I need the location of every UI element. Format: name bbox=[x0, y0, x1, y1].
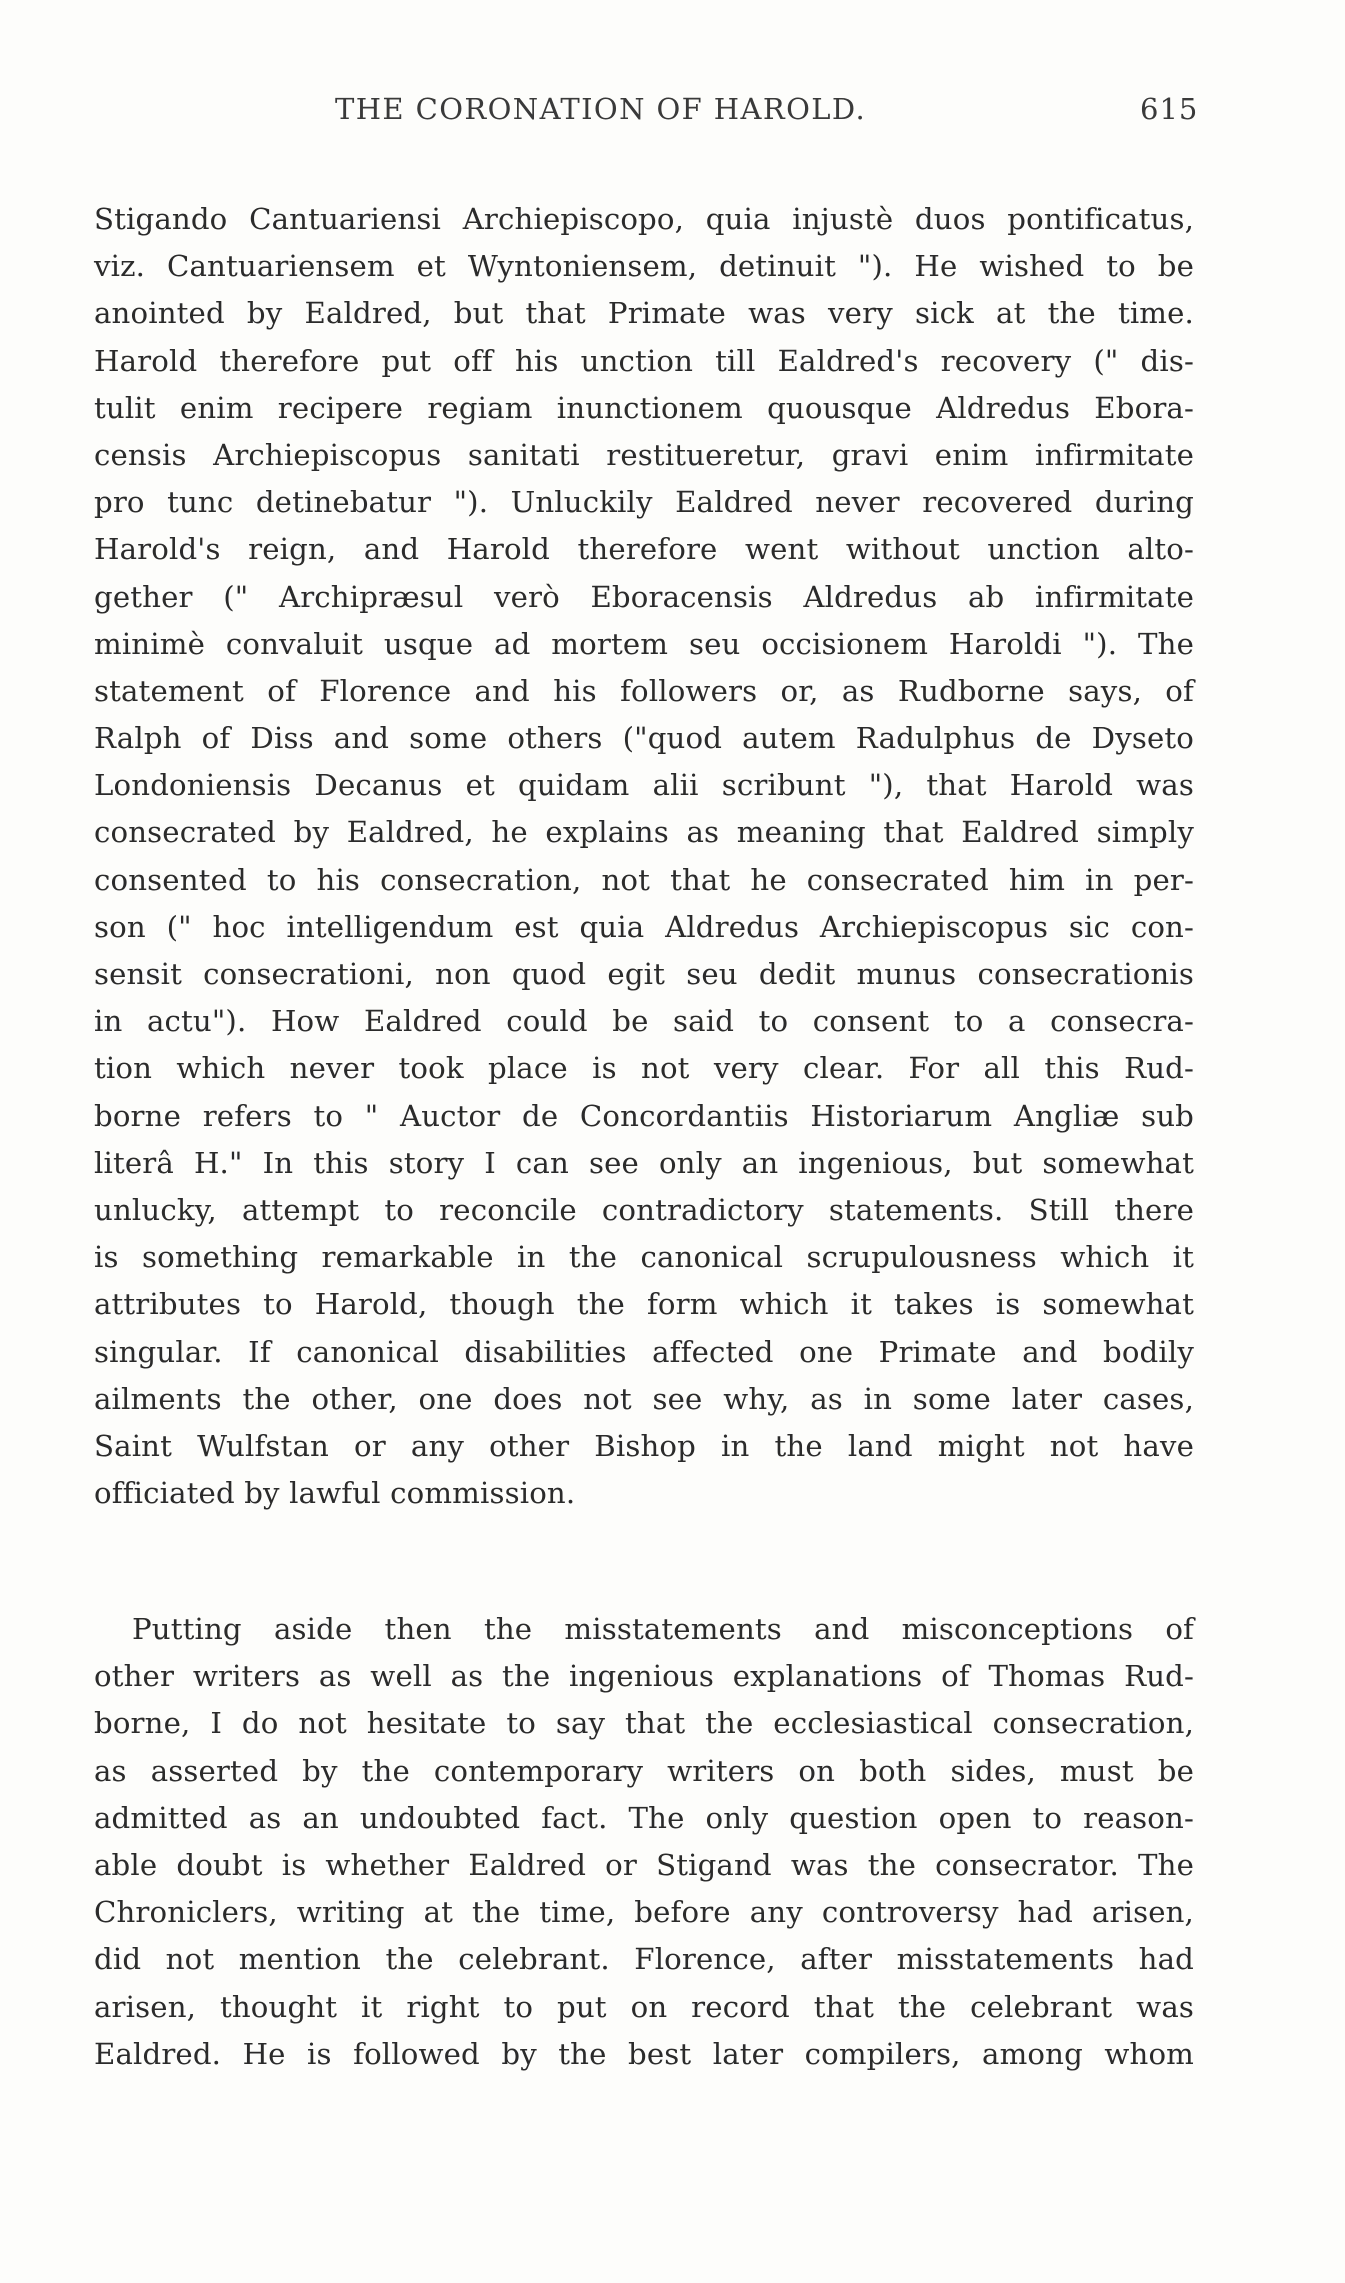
text-line: minimè convaluit usque ad mortem seu occisionem Haroldi "). The bbox=[94, 626, 1194, 661]
text-line: admitted as an undoubted fact. The only question open to reason- bbox=[94, 1800, 1194, 1835]
text-line: son (" hoc intelligendum est quia Aldredus Archiepiscopus sic con- bbox=[94, 909, 1194, 944]
text-line: Saint Wulfstan or any other Bishop in the land might not have bbox=[94, 1428, 1194, 1463]
text-line: other writers as well as the ingenious explanations of Thomas Rud- bbox=[94, 1659, 1194, 1694]
text-line: in actu"). How Ealdred could be said to consent to a consecra- bbox=[94, 1004, 1194, 1039]
text-line: borne refers to " Auctor de Concordantiis Historiarum Angliæ sub bbox=[94, 1098, 1194, 1133]
page-header bbox=[0, 92, 1345, 132]
text-line: Putting aside then the misstatements and misconceptions of bbox=[132, 1612, 1194, 1646]
text-line: Harold's reign, and Harold therefore went without unction alto- bbox=[94, 532, 1194, 567]
text-line: consented to his consecration, not that he consecrated him in per- bbox=[94, 862, 1194, 897]
text-line: sensit consecrationi, non quod egit seu dedit munus consecrationis bbox=[94, 957, 1194, 991]
text-line: as asserted by the contemporary writers on both sides, must be bbox=[94, 1753, 1194, 1788]
text-line: Stigando Cantuariensi Archiepiscopo, quia injustè duos pontificatus, bbox=[94, 202, 1194, 236]
text-line: statement of Florence and his followers or, as Rudborne says, of bbox=[94, 673, 1194, 708]
text-line: tion which never took place is not very clear. For all this Rud- bbox=[94, 1051, 1194, 1086]
text-line: able doubt is whether Ealdred or Stigand was the consecrator. The bbox=[94, 1847, 1194, 1882]
paragraph-1 bbox=[94, 196, 1194, 1517]
text-line: tulit enim recipere regiam inunctionem quousque Aldredus Ebora- bbox=[94, 390, 1194, 425]
text-line: censis Archiepiscopus sanitati restitueretur, gravi enim infirmitate bbox=[94, 437, 1194, 472]
text-line: gether (" Archipræsul verò Eboracensis Aldredus ab infirmitate bbox=[94, 579, 1194, 614]
text-line: pro tunc detinebatur "). Unluckily Ealdred never recovered during bbox=[94, 485, 1194, 520]
text-line: Ealdred. He is followed by the best later compilers, among whom bbox=[94, 2036, 1194, 2071]
page-number: 615 bbox=[1140, 92, 1199, 126]
text-line: attributes to Harold, though the form which it takes is somewhat bbox=[94, 1287, 1194, 1322]
text-line: Ralph of Diss and some others ("quod autem Radulphus de Dyseto bbox=[94, 721, 1194, 756]
paragraph-2 bbox=[94, 1606, 1194, 2078]
text-line: anointed by Ealdred, but that Primate was very sick at the time. bbox=[94, 296, 1194, 331]
text-line: literâ H." In this story I can see only an ingenious, but somewhat bbox=[94, 1145, 1194, 1180]
text-line: arisen, thought it right to put on record that the celebrant was bbox=[94, 1989, 1194, 2024]
text-line: did not mention the celebrant. Florence, after misstatements had bbox=[94, 1942, 1194, 1977]
running-head: THE CORONATION OF HAROLD. bbox=[335, 92, 867, 126]
text-line: Harold therefore put off his unction till Ealdred's recovery (" dis- bbox=[94, 343, 1194, 378]
text-line: consecrated by Ealdred, he explains as meaning that Ealdred simply bbox=[94, 815, 1194, 850]
text-line: officiated by lawful commission. bbox=[94, 1476, 576, 1511]
text-line: viz. Cantuariensem et Wyntoniensem, detinuit "). He wished to be bbox=[94, 249, 1194, 284]
text-line: is something remarkable in the canonical scrupulousness which it bbox=[94, 1240, 1194, 1275]
text-line: Chroniclers, writing at the time, before any controversy had arisen, bbox=[94, 1895, 1194, 1930]
text-line: ailments the other, one does not see why, as in some later cases, bbox=[94, 1381, 1194, 1416]
text-line: unlucky, attempt to reconcile contradictory statements. Still there bbox=[94, 1192, 1194, 1227]
text-line: borne, I do not hesitate to say that the ecclesiastical consecration, bbox=[94, 1706, 1194, 1741]
text-line: singular. If canonical disabilities affected one Primate and bodily bbox=[94, 1334, 1194, 1369]
text-line: Londoniensis Decanus et quidam alii scribunt "), that Harold was bbox=[94, 768, 1194, 803]
